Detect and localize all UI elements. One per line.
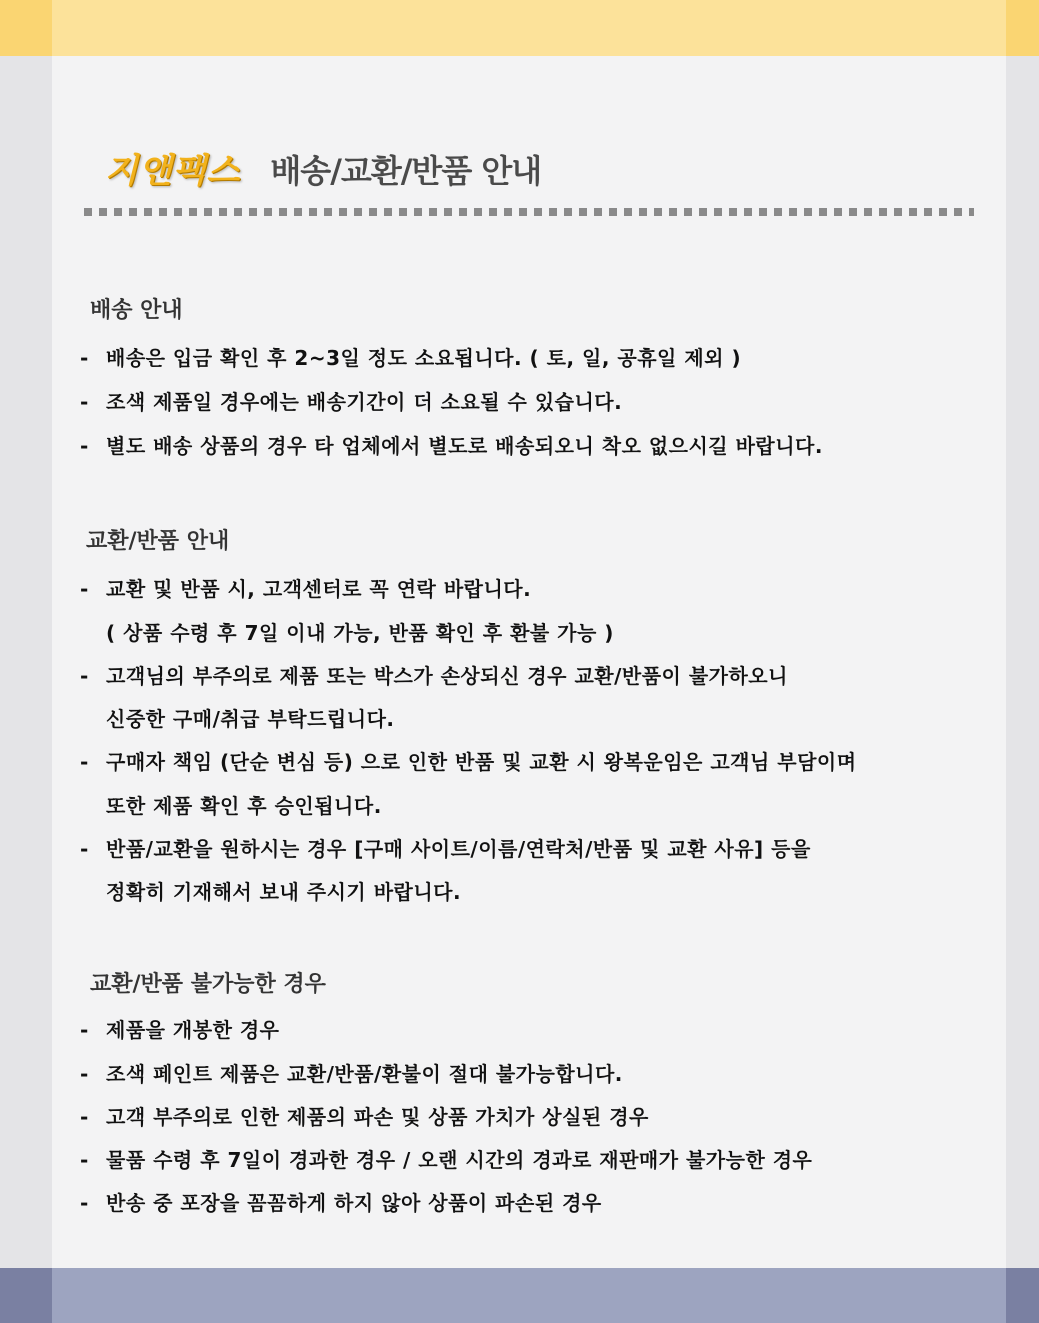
bottom-band-right-edge bbox=[1006, 1268, 1039, 1323]
left-margin bbox=[0, 56, 52, 1268]
dotted-divider bbox=[84, 208, 974, 216]
unavailable-item: - 고객 부주의로 인한 제품의 파손 및 상품 가치가 상실된 경우 bbox=[80, 1105, 649, 1129]
page-title: 배송/교환/반품 안내 bbox=[270, 152, 542, 190]
bottom-band-left-edge bbox=[0, 1268, 52, 1323]
unavailable-item: - 제품을 개봉한 경우 bbox=[80, 1018, 280, 1042]
exchange-item-continued: 신중한 구매/취급 부탁드립니다. bbox=[106, 707, 395, 731]
unavailable-item: - 조색 페인트 제품은 교환/반품/환불이 절대 불가능합니다. bbox=[80, 1062, 623, 1086]
exchange-item-continued: 정확히 기재해서 보내 주시기 바랍니다. bbox=[106, 880, 462, 904]
exchange-item: - 구매자 책임 (단순 변심 등) 으로 인한 반품 및 교환 시 왕복운임은 고객님 부담이며 bbox=[80, 750, 857, 774]
brand-logo: 지앤팩스 bbox=[105, 151, 241, 191]
shipping-item: - 별도 배송 상품의 경우 타 업체에서 별도로 배송되오니 착오 없으시길 바랍니다. bbox=[80, 434, 823, 458]
page-header bbox=[105, 143, 541, 193]
exchange-item: - 고객님의 부주의로 제품 또는 박스가 손상되신 경우 교환/반품이 불가하오니 bbox=[80, 664, 788, 688]
exchange-section-title: 교환/반품 안내 bbox=[86, 529, 230, 554]
top-band-right-edge bbox=[1006, 0, 1039, 56]
unavailable-item: - 물품 수령 후 7일이 경과한 경우 / 오랜 시간의 경과로 재판매가 불가능한 경우 bbox=[80, 1148, 813, 1172]
exchange-item-continued: ( 상품 수령 후 7일 이내 가능, 반품 확인 후 환불 가능 ) bbox=[106, 621, 614, 645]
top-band bbox=[0, 0, 1039, 56]
unavailable-item: - 반송 중 포장을 꼼꼼하게 하지 않아 상품이 파손된 경우 bbox=[80, 1191, 602, 1215]
unavailable-section-title: 교환/반품 불가능한 경우 bbox=[90, 972, 326, 997]
shipping-item: - 조색 제품일 경우에는 배송기간이 더 소요될 수 있습니다. bbox=[80, 390, 623, 414]
exchange-item: - 반품/교환을 원하시는 경우 [구매 사이트/이름/연락처/반품 및 교환 사유] 등을 bbox=[80, 837, 811, 861]
bottom-band bbox=[0, 1268, 1039, 1323]
top-band-left-edge bbox=[0, 0, 52, 56]
shipping-section-title: 배송 안내 bbox=[90, 298, 183, 323]
shipping-item: - 배송은 입금 확인 후 2~3일 정도 소요됩니다. ( 토, 일, 공휴일 제외 ) bbox=[80, 346, 742, 370]
exchange-item-continued: 또한 제품 확인 후 승인됩니다. bbox=[106, 794, 382, 818]
exchange-item: - 교환 및 반품 시, 고객센터로 꼭 연락 바랍니다. bbox=[80, 577, 532, 601]
right-margin bbox=[1006, 56, 1039, 1268]
